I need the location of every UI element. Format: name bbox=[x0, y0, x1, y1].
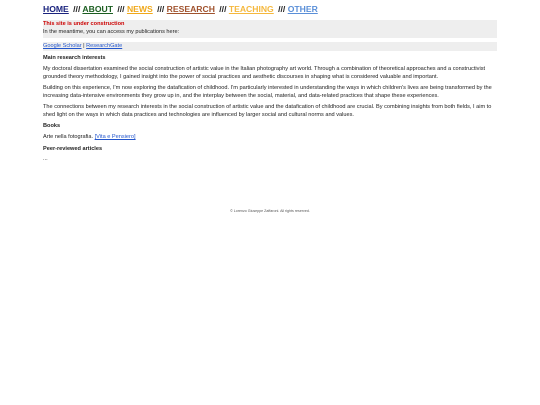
researchgate-link[interactable]: ResearchGate bbox=[86, 43, 123, 49]
nav-separator: /// bbox=[157, 4, 165, 14]
link-divider: | bbox=[83, 43, 85, 49]
book-title: Arte nella fotografia. bbox=[43, 134, 95, 140]
nav-about-link[interactable]: ABOUT bbox=[82, 4, 113, 14]
construction-note: In the meantime, you can access my publications here: bbox=[43, 28, 180, 35]
books-heading: Books bbox=[43, 123, 61, 129]
nav-home-link[interactable]: HOME bbox=[43, 4, 69, 14]
copyright-footer: © Lorenzo Giuseppe Zaffaroni. All rights reserved. bbox=[230, 209, 310, 213]
nav-research-link[interactable]: RESEARCH bbox=[166, 4, 215, 14]
book-entry bbox=[43, 134, 497, 142]
main-research-heading: Main research interests bbox=[43, 55, 106, 61]
nav-separator: /// bbox=[117, 4, 125, 14]
research-paragraph-3: The connections between my research interests in the social construction of artistic value and the datafication of childhood are crucial. By combining insights from both fields, I aim to shed light on the ways in which data practices and technologies are influenced by larger social and cultural norms and values. bbox=[43, 104, 492, 118]
construction-banner bbox=[43, 20, 497, 38]
main-nav bbox=[43, 4, 497, 15]
nav-news-link[interactable]: NEWS bbox=[126, 4, 153, 14]
research-paragraph-2: Building on this experience, I'm now exploring the datafication of childhood. I'm particularly interested in understanding the ways in which children's lives are being transformed by the increasing data-intensive environments they grow up in, and the interplay between the social, material, and data-related practices that shape these experiences. bbox=[43, 85, 492, 99]
google-scholar-link[interactable]: Google Scholar bbox=[43, 43, 82, 49]
nav-separator: /// bbox=[278, 4, 286, 14]
construction-warning: This site is under construction bbox=[43, 21, 125, 27]
nav-other-link[interactable]: OTHER bbox=[287, 4, 318, 14]
articles-heading: Peer-reviewed articles bbox=[43, 145, 103, 152]
research-paragraph-1: My doctoral dissertation examined the social construction of artistic value in the Italian photography art world. Through a combination of theoretical approaches and a constructivist grounded theory methodology, I gained insight into the power of social practices and aesthetic discourses in shaping what is considered valuable and important. bbox=[43, 66, 486, 80]
nav-separator: /// bbox=[73, 4, 81, 14]
nav-separator: /// bbox=[219, 4, 227, 14]
vita-e-pensiero-link[interactable]: [Vita e Pensiero] bbox=[94, 134, 136, 140]
articles-placeholder: ... bbox=[43, 155, 48, 162]
nav-teaching-link[interactable]: TEACHING bbox=[228, 4, 274, 14]
publication-links bbox=[43, 42, 497, 51]
page-content bbox=[43, 4, 497, 163]
